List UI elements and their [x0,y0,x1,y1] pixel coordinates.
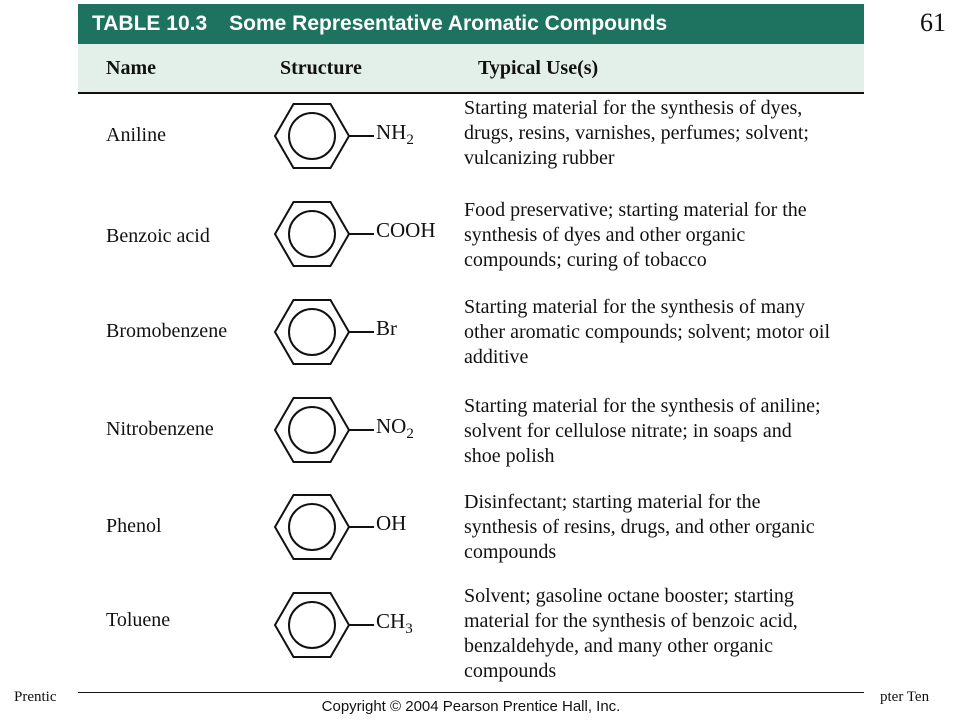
aromatic-circle [289,602,335,648]
column-header-row [78,44,864,94]
use-line: Solvent; gasoline octane booster; starting [464,585,794,607]
structure-phenol [272,487,452,567]
structure-aniline [272,96,452,176]
substituent-label: COOH [376,218,436,242]
uses-aniline [464,96,864,171]
use-line: benzaldehyde, and many other organic [464,635,773,657]
aromatic-circle [289,309,335,355]
use-line: material for the synthesis of benzoic acid, [464,610,798,632]
aromatic-circle [289,211,335,257]
benzene-ring-icon [272,487,382,567]
aromatic-circle [289,113,335,159]
uses-benzoic-acid [464,198,864,273]
use-line: shoe polish [464,445,555,467]
substituent-label: $NH_2$ [376,120,414,148]
compound-name-toluene: Toluene [106,609,171,631]
use-line: compounds; curing of tobacco [464,249,707,271]
column-header-structure: Structure [280,57,362,79]
benzene-ring-icon [272,390,382,470]
structure-nitrobenzene [272,390,452,470]
compound-name-phenol: Phenol [106,515,162,537]
use-line: compounds [464,660,557,682]
copyright-notice: Copyright © 2004 Pearson Prentice Hall, Inc. [78,692,864,723]
uses-toluene [464,584,864,684]
substituent-label: Br [376,316,397,340]
use-line: solvent for cellulose nitrate; in soaps and [464,420,792,442]
footer-left-text: Prentic [14,689,57,705]
use-line: Disinfectant; starting material for the [464,491,761,513]
structure-benzoic-acid [272,194,452,274]
structure-bromobenzene [272,292,452,372]
table-title: Some Representative Aromatic Compounds [229,12,668,35]
use-line: vulcanizing rubber [464,147,615,169]
compound-name-benzoic-acid: Benzoic acid [106,225,210,247]
uses-bromobenzene [464,295,864,370]
aromatic-circle [289,504,335,550]
use-line: synthesis of dyes and other organic [464,224,746,246]
benzene-ring-icon [272,585,382,665]
slide-number: 61 [920,8,946,37]
use-line: drugs, resins, varnishes, perfumes; solvent; [464,122,809,144]
uses-nitrobenzene [464,394,864,469]
compound-name-bromobenzene: Bromobenzene [106,320,228,342]
use-line: additive [464,346,529,368]
table-header [78,4,864,44]
column-header-name: Name [106,57,156,79]
benzene-ring-icon [272,292,382,372]
use-line: Starting material for the synthesis of aniline; [464,395,821,417]
footer-right-text: pter Ten [880,689,930,705]
use-line: Starting material for the synthesis of many [464,296,806,318]
substituent-label: OH [376,511,407,535]
structure-toluene [272,585,452,665]
column-header-uses: Typical Use(s) [478,57,599,79]
use-line: other aromatic compounds; solvent; motor oil [464,321,831,343]
substituent-label: $NO_2$ [376,414,414,442]
compound-name-aniline: Aniline [106,124,166,146]
table-number: TABLE 10.3 [92,12,208,35]
use-line: Starting material for the synthesis of dyes, [464,97,803,119]
uses-phenol [464,490,864,565]
compound-name-nitrobenzene: Nitrobenzene [106,418,214,440]
benzene-ring-icon [272,96,382,176]
substituent-label: $CH_3$ [376,609,413,637]
benzene-ring-icon [272,194,382,274]
aromatic-circle [289,407,335,453]
use-line: compounds [464,541,557,563]
use-line: synthesis of resins, drugs, and other organic [464,516,815,538]
use-line: Food preservative; starting material for the [464,199,807,221]
